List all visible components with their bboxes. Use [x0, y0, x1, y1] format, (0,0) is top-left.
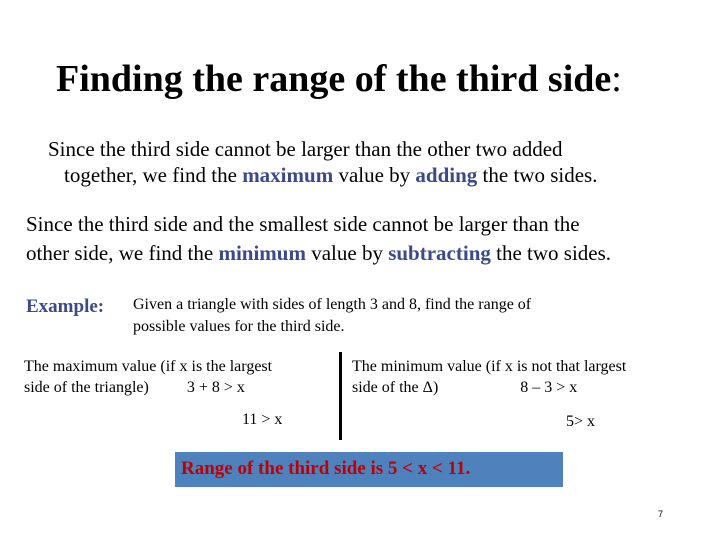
minimum-equation: 8 – 3 > x: [520, 379, 578, 396]
minimum-result: 5> x: [566, 413, 596, 430]
paragraph-minimum-line-1: Since the third side and the smallest side cannot be larger than the: [26, 212, 580, 236]
paragraph-minimum-line-2: [26, 239, 611, 268]
title-colon: :: [611, 58, 622, 100]
example-label: Example:: [26, 296, 105, 317]
example-line-1: Given a triangle with sides of length 3 and 8, find the range of: [133, 296, 532, 313]
column-divider: [339, 352, 342, 440]
text-segment: value by: [333, 163, 416, 187]
minimum-line-1: The minimum value (if x is not that largest: [352, 358, 627, 375]
keyword-minimum: minimum: [218, 241, 306, 265]
minimum-explanation: [352, 356, 626, 398]
text-segment: value by: [305, 241, 389, 265]
paragraph-maximum-line-1: Since the third side cannot be larger than the other two added: [48, 137, 563, 161]
minimum-line-2: [352, 377, 626, 398]
keyword-adding: adding: [415, 163, 478, 187]
text-segment: the two sides.: [490, 241, 612, 265]
range-result-box: Range of the third side is 5 < x < 11.: [175, 452, 563, 487]
maximum-line-1: The maximum value (if x is the largest: [24, 358, 273, 375]
paragraph-maximum: [48, 136, 597, 188]
paragraph-maximum-line-2: [48, 162, 597, 188]
text-segment: side of the triangle): [24, 379, 149, 396]
title-text: Finding the range of the third side: [56, 58, 612, 100]
maximum-equation: 3 + 8 > x: [186, 379, 245, 396]
keyword-maximum: maximum: [242, 163, 334, 187]
keyword-subtracting: subtracting: [388, 241, 491, 265]
maximum-explanation: [24, 356, 272, 398]
example-text: [133, 294, 531, 338]
paragraph-minimum: [26, 210, 611, 268]
maximum-line-2: [24, 377, 272, 398]
slide-title: [56, 56, 622, 102]
example-line-2: possible values for the third side.: [133, 318, 345, 335]
text-segment: side of the Δ): [352, 379, 439, 396]
page-number: 7: [658, 509, 664, 519]
text-segment: the two sides.: [477, 163, 598, 187]
text-segment: together, we find the: [64, 163, 243, 187]
maximum-result: 11 > x: [242, 411, 283, 428]
text-segment: other side, we find the: [26, 241, 219, 265]
